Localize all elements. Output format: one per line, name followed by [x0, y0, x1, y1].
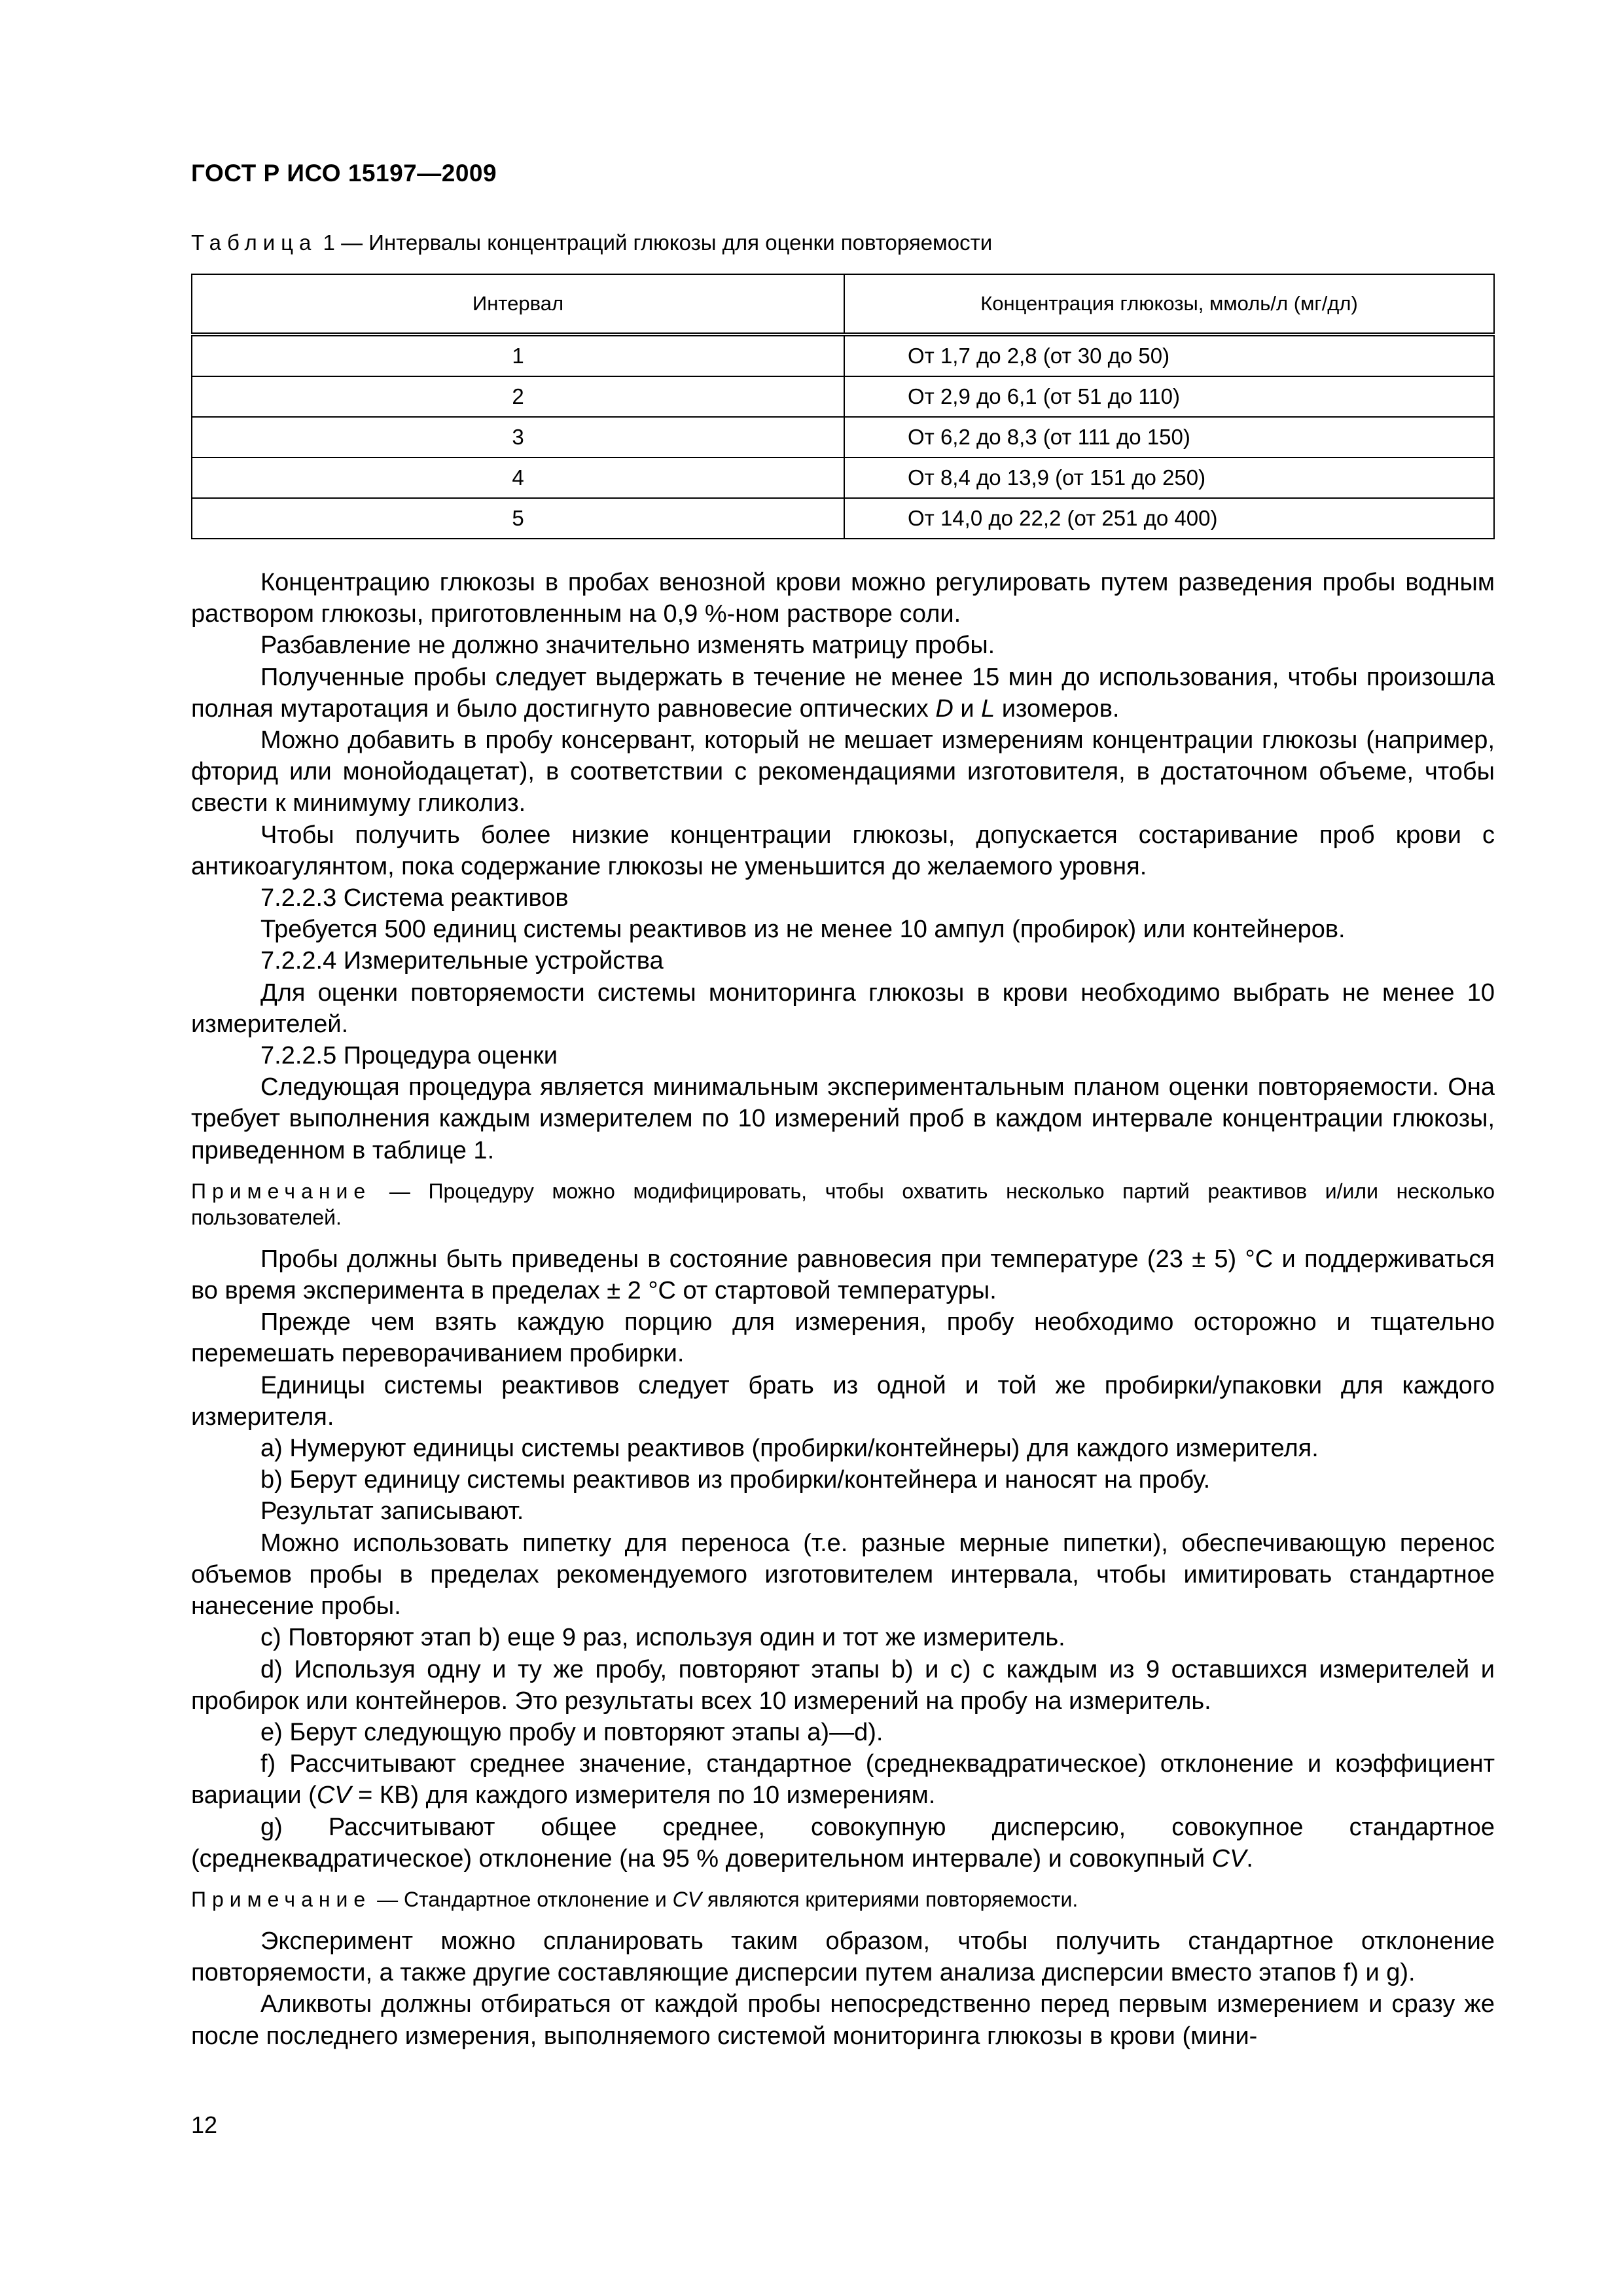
note-label: Примечание — [191, 1887, 372, 1911]
note-label: Примечание — [191, 1179, 372, 1203]
table-cell-interval: 1 — [192, 334, 844, 376]
table-cell-interval: 5 — [192, 498, 844, 539]
table-header-row — [192, 274, 1494, 334]
list-item: a) Нумеруют единицы системы реактивов (пробирки/контейнеры) для каждого измерителя. — [260, 1435, 1319, 1463]
paragraph: Полученные пробы следует выдержать в течение не менее 15 мин до использования, чтобы произошла полная мутаротация и было достигнуто равновесие оптических D и L изомеров. — [191, 663, 1495, 723]
section-heading: 7.2.2.5 Процедура оценки — [260, 1042, 558, 1070]
paragraph: Пробы должны быть приведены в состояние равновесия при температуре (23 ± 5) °С и поддерживаться во время эксперимента в пределах ± 2 °С от стартовой температуры. — [191, 1245, 1495, 1305]
paragraph: Результат записывают. — [260, 1498, 524, 1526]
table-cell-concentration: От 8,4 до 13,9 (от 151 до 250) — [844, 457, 1494, 498]
paragraph: Для оценки повторяемости системы мониторинга глюкозы в крови необходимо выбрать не менее 10 измерителей. — [191, 978, 1495, 1038]
note: Примечание — Процедуру можно модифицировать, чтобы охватить несколько партий реактивов и/или несколько пользователей. — [191, 1179, 1495, 1229]
paragraph: Эксперимент можно спланировать таким образом, чтобы получить стандартное отклонение повторяемости, а также другие составляющие дисперсии путем анализа дисперсии вместо этапов f) и g). — [191, 1927, 1495, 1987]
table-caption-text: 1 — Интервалы концентраций глюкозы для оценки повторяемости — [317, 230, 993, 255]
list-item: c) Повторяют этап b) еще 9 раз, используя один и тот же измеритель. — [260, 1624, 1065, 1652]
paragraph: Разбавление не должно значительно изменять матрицу пробы. — [260, 632, 995, 660]
list-item: f) Рассчитывают среднее значение, стандартное (среднеквадратическое) отклонение и коэффициент вариации (CV = КВ) для каждого измерителя по 10 измерениям. — [191, 1750, 1495, 1810]
document-code-header: ГОСТ Р ИСО 15197—2009 — [191, 160, 497, 187]
table-row — [192, 376, 1494, 417]
paragraph: Требуется 500 единиц системы реактивов из не менее 10 ампул (пробирок) или контейнеров. — [260, 916, 1346, 944]
table-cell-interval: 2 — [192, 376, 844, 417]
table-row — [192, 334, 1494, 376]
paragraph: Можно добавить в пробу консервант, который не мешает измерениям концентрации глюкозы (например, фторид или монойодацетат), в соответствии с рекомендациями изготовителя, в достаточном объеме, чтобы свести к минимуму гликолиз. — [191, 726, 1495, 817]
paragraph: Чтобы получить более низкие концентрации глюкозы, допускается состаривание проб крови с антикоагулянтом, пока содержание глюкозы не уменьшится до желаемого уровня. — [191, 821, 1495, 880]
section-heading: 7.2.2.3 Система реактивов — [260, 884, 569, 912]
table-cell-concentration: От 2,9 до 6,1 (от 51 до 110) — [844, 376, 1494, 417]
list-item: e) Берут следующую пробу и повторяют этапы a)—d). — [260, 1718, 883, 1746]
list-item: g) Рассчитывают общее среднее, совокупную дисперсию, совокупное стандартное (среднеквадратическое) отклонение (на 95 % доверительном интервале) и совокупный CV. — [191, 1813, 1495, 1873]
table-row — [192, 457, 1494, 498]
body-text — [191, 567, 1495, 2052]
table-caption — [191, 230, 992, 255]
table-cell-interval: 4 — [192, 457, 844, 498]
list-item: d) Используя одну и ту же пробу, повторяют этапы b) и c) с каждым из 9 оставшихся измерителей и пробирок или контейнеров. Это результаты всех 10 измерений на пробу на измеритель. — [191, 1655, 1495, 1715]
paragraph: Концентрацию глюкозы в пробах венозной крови можно регулировать путем разведения пробы водным раствором глюкозы, приготовленным на 0,9 %-ном растворе соли. — [191, 569, 1495, 628]
paragraph: Следующая процедура является минимальным экспериментальным планом оценки повторяемости. Она требует выполнения каждым измерителем по 10 измерений проб в каждом интервале концентрации глюкозы, приведенном в таблице 1. — [191, 1073, 1495, 1164]
list-item: b) Берут единицу системы реактивов из пробирки/контейнера и наносят на пробу. — [260, 1466, 1211, 1494]
paragraph: Прежде чем взять каждую порцию для измерения, пробу необходимо осторожно и тщательно перемешать переворачиванием пробирки. — [191, 1308, 1495, 1368]
page-number: 12 — [191, 2111, 218, 2138]
note: Примечание — Стандартное отклонение и CV являются критериями повторяемости. — [191, 1887, 1079, 1911]
table-cell-interval: 3 — [192, 417, 844, 457]
column-header-interval: Интервал — [192, 274, 844, 334]
table-row — [192, 498, 1494, 539]
column-header-concentration: Концентрация глюкозы, ммоль/л (мг/дл) — [844, 274, 1494, 334]
table-cell-concentration: От 14,0 до 22,2 (от 251 до 400) — [844, 498, 1494, 539]
glucose-intervals-table — [191, 274, 1495, 539]
table-cell-concentration: От 6,2 до 8,3 (от 111 до 150) — [844, 417, 1494, 457]
table-caption-label: Таблица — [191, 230, 317, 255]
table-cell-concentration: От 1,7 до 2,8 (от 30 до 50) — [844, 334, 1494, 376]
paragraph: Аликвоты должны отбираться от каждой пробы непосредственно перед первым измерением и сразу же после последнего измерения, выполняемого системой мониторинга глюкозы в крови (мини- — [191, 1990, 1495, 2050]
paragraph: Единицы системы реактивов следует брать из одной и той же пробирки/упаковки для каждого измерителя. — [191, 1371, 1495, 1431]
section-heading: 7.2.2.4 Измерительные устройства — [260, 947, 664, 975]
paragraph: Можно использовать пипетку для переноса (т.е. разные мерные пипетки), обеспечивающую перенос объемов пробы в пределах рекомендуемого изготовителем интервала, чтобы имитировать стандартное нанесение пробы. — [191, 1529, 1495, 1621]
table-row — [192, 417, 1494, 457]
